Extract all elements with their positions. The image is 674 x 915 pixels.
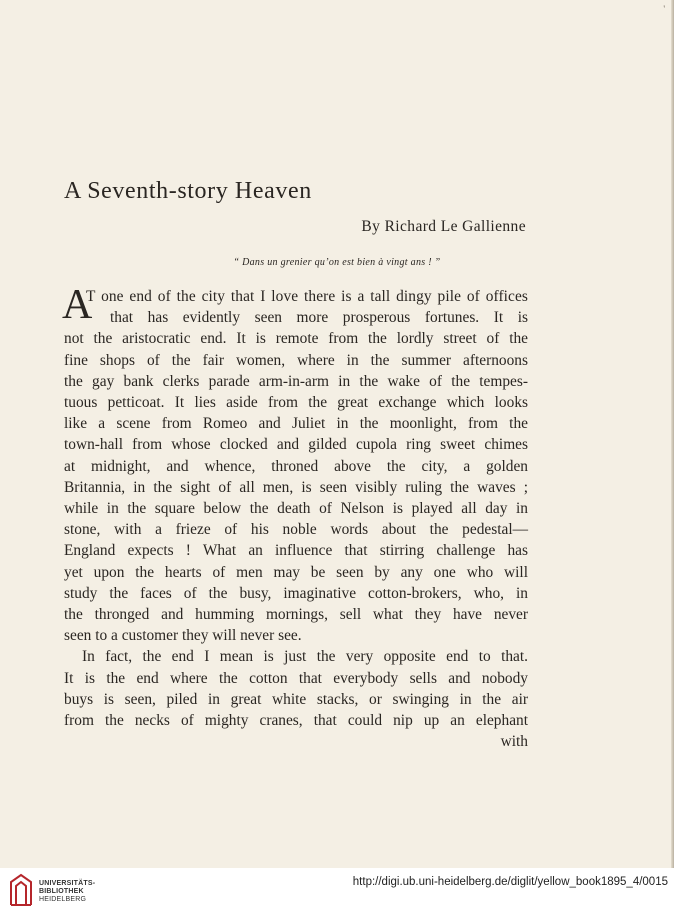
first-paragraph-start <box>62 282 528 328</box>
text-line: England expects ! What an influence that stirring challenge has <box>64 542 528 560</box>
text-line: It is the end where the cotton that everybody sells and nobody <box>64 669 528 687</box>
catchword: with <box>500 733 528 751</box>
text-line: the gay bank clerks parade arm-in-arm in the wake of the tempes- <box>64 372 528 390</box>
text-line: T one end of the city that I love there is a tall dingy pile of offices <box>86 288 528 305</box>
text-line: fine shops of the fair women, where in the summer afternoons <box>64 351 528 369</box>
text-line: seen to a customer they will never see. <box>64 627 302 645</box>
library-name-line: UNIVERSITÄTS- <box>39 880 96 887</box>
library-name[interactable] <box>39 880 95 904</box>
library-name-line: HEIDELBERG <box>39 896 87 903</box>
text-line: stone, with a frieze of his noble words about the pedestal— <box>64 521 528 539</box>
corner-mark: ' <box>663 4 665 14</box>
source-url-link[interactable]: http://digi.ub.uni-heidelberg.de/diglit/yellow_book1895_4/0015 <box>352 876 668 888</box>
text-line: at midnight, and whence, throned above the city, a golden <box>64 457 528 475</box>
text-line: study the faces of the busy, imaginative cotton-brokers, who, in <box>64 584 528 602</box>
drop-cap: A <box>62 282 93 328</box>
epigraph: “ Dans un grenier qu’on est bien à vingt ans ! ” <box>233 257 441 268</box>
article-body <box>62 282 528 752</box>
text-line: In fact, the end I mean is just the very opposite end to that. <box>82 648 528 666</box>
text-line: not the aristocratic end. It is remote from the lordly street of the <box>64 330 528 348</box>
text-line: town-hall from whose clocked and gilded cupola ring sweet chimes <box>64 436 528 454</box>
article-title: A Seventh-story Heaven <box>64 178 312 204</box>
text-line: buys is seen, piled in great white stacks, or swinging in the air <box>64 690 528 708</box>
library-name-line: BIBLIOTHEK <box>39 888 84 895</box>
text-line: Britannia, in the sight of all men, is seen visibly ruling the waves ; <box>64 478 528 496</box>
library-logo-icon[interactable] <box>8 872 34 908</box>
text-line: yet upon the hearts of men may be seen by any one who will <box>64 563 528 581</box>
text-line: from the necks of mighty cranes, that could nip up an elephant <box>64 712 528 730</box>
text-line: while in the square below the death of Nelson is played all day in <box>64 500 528 518</box>
text-line: the thronged and humming mornings, sell what they have never <box>64 606 528 624</box>
author-byline: By Richard Le Gallienne <box>361 218 526 235</box>
text-line: tuous petticoat. It lies aside from the great exchange which looks <box>64 394 528 412</box>
text-line: that has evidently seen more prosperous fortunes. It is <box>110 309 528 327</box>
text-line: like a scene from Romeo and Juliet in the moonlight, from the <box>64 415 528 433</box>
